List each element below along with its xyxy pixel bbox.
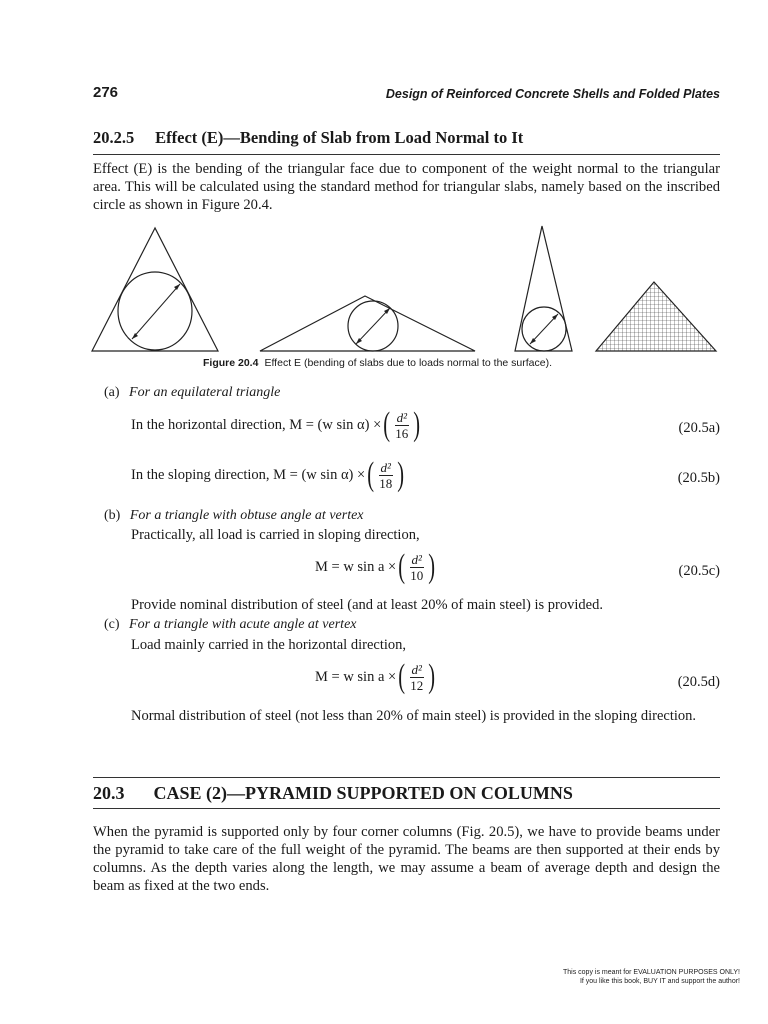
fraction-d2-over-10 [410, 552, 424, 583]
equation-20-5b [131, 458, 406, 492]
section-divider-top [93, 777, 720, 778]
item-a-title: For an equilateral triangle [129, 385, 281, 400]
item-b-note: Provide nominal distribution of steel (and at least 20% of main steel) is provided. [131, 597, 603, 613]
left-paren: ( [383, 406, 391, 443]
obtuse-triangle-diagram [260, 296, 475, 351]
right-paren: ) [428, 548, 435, 585]
section-heading-20-3 [93, 783, 573, 804]
fraction-d2-over-16 [395, 410, 409, 441]
fraction-denominator: 18 [379, 475, 393, 491]
item-c-note: Normal distribution of steel (not less than 20% of main steel) is provided in the sloping direction. [131, 708, 696, 724]
figure-caption [203, 357, 552, 369]
item-b-label: (b) [104, 508, 121, 523]
section-body: Effect (E) is the bending of the triangular face due to component of the weight normal to the triangular area. This will be calculated using the standard method for triangular slabs, namely based on the inscribed circle as shown in Figure 20.4. [93, 161, 720, 213]
equation-20-5c-prefix: M = w sin a × [315, 558, 397, 575]
equation-20-5a [131, 408, 422, 442]
right-paren: ) [413, 406, 421, 443]
fraction-denominator: 16 [395, 425, 409, 441]
page-number: 276 [93, 84, 119, 101]
item-c-heading [104, 617, 357, 633]
fraction-d2-over-18 [379, 460, 393, 491]
item-a-label: (a) [104, 385, 120, 400]
item-b-text: Practically, all load is carried in sloping direction, [131, 527, 420, 543]
fraction-numerator: d² [411, 551, 422, 567]
equation-20-5a-prefix: In the horizontal direction, M = (w sin α) × [131, 416, 382, 433]
section-title: Effect (E)—Bending of Slab from Load Normal to It [155, 128, 524, 147]
fraction-denominator: 12 [410, 677, 424, 693]
evaluation-notice-line-1: This copy is meant for EVALUATION PURPOSES ONLY! [563, 969, 740, 976]
equation-number-20-5c: (20.5c) [678, 563, 720, 579]
item-a-heading [104, 385, 280, 401]
equation-20-5b-prefix: In the sloping direction, M = (w sin α) × [131, 466, 366, 483]
section-title: CASE (2)—PYRAMID SUPPORTED ON COLUMNS [153, 783, 573, 803]
fraction-numerator: d² [396, 409, 407, 425]
item-c-title: For a triangle with acute angle at vertex [129, 617, 357, 632]
evaluation-notice-line-2: If you like this book, BUY IT and support the author! [579, 978, 740, 985]
equation-20-5c [315, 550, 437, 584]
section-heading-20-2-5 [93, 128, 523, 148]
item-b-heading [104, 508, 364, 524]
figure-20-4 [90, 224, 730, 354]
item-b-title: For a triangle with obtuse angle at vertex [129, 508, 364, 523]
right-paren: ) [428, 658, 435, 695]
equation-20-5d [315, 660, 437, 694]
item-c-label: (c) [104, 617, 120, 632]
figure-label: Figure 20.4 [203, 357, 259, 369]
evaluation-notice [563, 968, 740, 986]
fraction-denominator: 10 [410, 567, 424, 583]
equation-20-5d-prefix: M = w sin a × [315, 668, 397, 685]
equation-number-20-5a: (20.5a) [678, 420, 720, 436]
equation-number-20-5b: (20.5b) [677, 470, 720, 486]
fraction-numerator: d² [411, 661, 422, 677]
fraction-d2-over-12 [410, 662, 424, 693]
figure-caption-text: Effect E (bending of slabs due to loads normal to the surface). [264, 357, 553, 369]
right-paren: ) [397, 456, 404, 493]
gridded-triangle-diagram [596, 282, 716, 351]
section-number: 20.3 [93, 783, 125, 803]
equation-number-20-5d: (20.5d) [677, 674, 720, 690]
left-paren: ( [367, 456, 375, 493]
running-header: Design of Reinforced Concrete Shells and Folded Plates [385, 87, 720, 101]
section-number: 20.2.5 [93, 128, 135, 147]
item-c-text: Load mainly carried in the horizontal direction, [131, 637, 406, 653]
section-divider-bottom [93, 808, 720, 809]
equilateral-triangle-diagram [92, 228, 218, 351]
section-body: When the pyramid is supported only by four corner columns (Fig. 20.5), we have to provide beams under the pyramid to take care of the full weight of the pyramid. The beams are then supported at their ends by columns. As the depth varies along the length, we may assume a beam of average depth and design the beam as fixed at the two ends. [93, 824, 720, 894]
acute-triangle-diagram [515, 226, 572, 351]
fraction-numerator: d² [380, 459, 391, 475]
section-divider [93, 154, 720, 155]
left-paren: ( [398, 658, 406, 695]
left-paren: ( [398, 548, 406, 585]
